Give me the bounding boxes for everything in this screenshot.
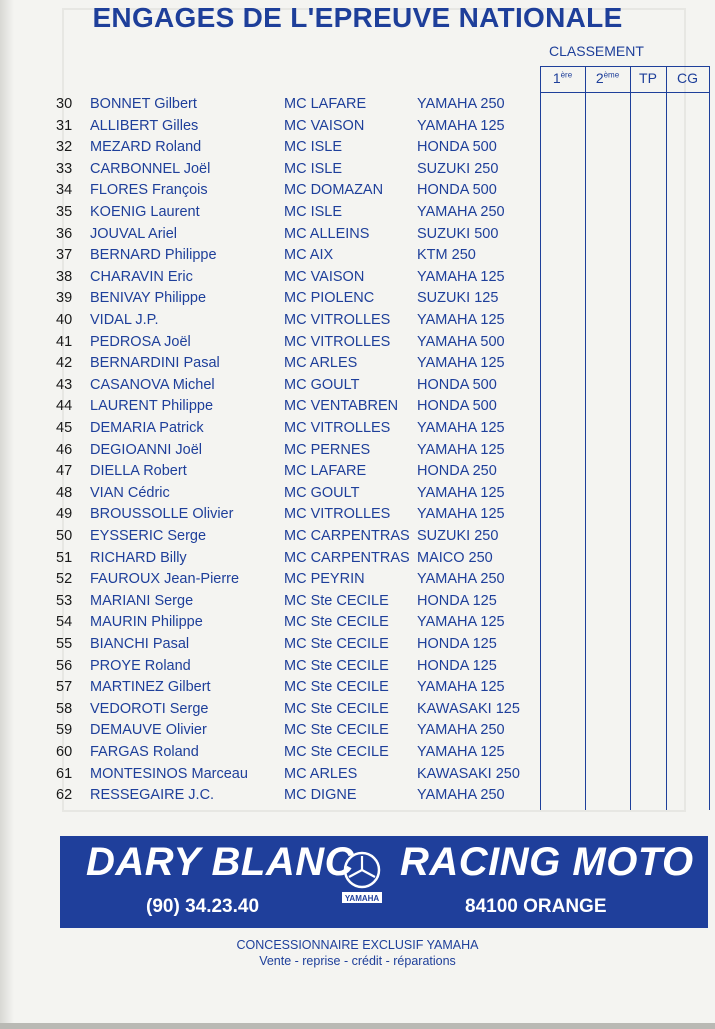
entrant-club: MC AIX (284, 247, 334, 264)
entrant-row (0, 377, 540, 398)
entrant-num: 43 (56, 376, 73, 393)
entrant-club: MC LAFARE (284, 463, 367, 480)
entrant-moto: YAMAHA 125 (417, 268, 505, 285)
entrant-club: MC Ste CECILE (284, 636, 389, 652)
dealer-city: 84100 ORANGE (465, 896, 607, 917)
entrant-moto: HONDA 500 (417, 182, 497, 199)
entrant-row (0, 463, 540, 484)
entrant-club: MC VAISON (284, 268, 365, 285)
grid-line (585, 66, 586, 810)
entrant-row (0, 658, 540, 679)
entrant-name: MARTINEZ Gilbert (90, 679, 211, 696)
header-second-label: 2 (595, 70, 604, 86)
entrant-name: MAURIN Philippe (90, 614, 203, 631)
entrant-row (0, 766, 540, 787)
entrant-moto: YAMAHA 125 (417, 614, 505, 631)
entrant-row (0, 420, 540, 441)
entrant-name: RICHARD Billy (90, 549, 187, 566)
entrant-club: MC VENTABREN (284, 398, 399, 415)
entrant-num: 35 (56, 204, 73, 220)
entrant-moto: HONDA 500 (417, 376, 497, 393)
entrant-moto: YAMAHA 250 (417, 722, 505, 739)
entrant-club: MC PEYRIN (284, 571, 365, 588)
dealer-banner (60, 836, 708, 928)
entrant-moto: YAMAHA 125 (417, 312, 505, 328)
entrant-name: DIELLA Robert (90, 463, 187, 480)
entrant-num: 49 (56, 506, 73, 523)
entrant-row (0, 787, 540, 808)
entrant-name: VIDAL J.P. (90, 312, 159, 328)
entrant-num: 58 (56, 700, 73, 717)
entrant-name: BERNARDINI Pasal (90, 355, 220, 372)
page-title: ENGAGES DE L'EPREUVE NATIONALE (92, 2, 623, 33)
entrant-moto: SUZUKI 250 (417, 528, 499, 544)
entrant-num: 36 (56, 225, 73, 242)
entrant-club: MC ISLE (284, 204, 343, 220)
entrant-moto: YAMAHA 500 (417, 333, 505, 350)
entrant-moto: HONDA 125 (417, 657, 497, 674)
entrant-row (0, 701, 540, 722)
entrant-club: MC GOULT (284, 484, 360, 501)
entrant-row (0, 722, 540, 743)
entrant-row (0, 614, 540, 635)
entrant-club: MC ISLE (284, 139, 343, 156)
entrant-name: BROUSSOLLE Olivier (90, 506, 234, 523)
entrant-num: 59 (56, 722, 73, 739)
entrant-num: 45 (56, 420, 73, 436)
entrant-row (0, 571, 540, 592)
entrant-num: 37 (56, 247, 73, 264)
entrant-club: MC Ste CECILE (284, 679, 389, 696)
classement-label: CLASSEMENT (549, 43, 644, 59)
entrant-name: FARGAS Roland (90, 744, 199, 760)
entrant-num: 56 (56, 657, 73, 674)
entrant-row (0, 312, 540, 333)
entrant-moto: KTM 250 (417, 247, 476, 264)
entrant-moto: YAMAHA 125 (417, 506, 505, 523)
yamaha-logo-icon (340, 850, 384, 906)
entrant-row (0, 334, 540, 355)
entrant-name: LAURENT Philippe (90, 398, 214, 415)
entrant-row (0, 226, 540, 247)
entrant-num: 48 (56, 484, 73, 501)
entrant-club: MC DOMAZAN (284, 182, 384, 199)
entrant-moto: YAMAHA 250 (417, 96, 505, 112)
entrant-club: MC Ste CECILE (284, 657, 389, 674)
entrant-name: JOUVAL Ariel (90, 225, 178, 242)
entrant-club: MC PERNES (284, 441, 371, 458)
entrant-moto: YAMAHA 125 (417, 117, 505, 134)
entrant-row (0, 290, 540, 311)
entrant-club: MC ARLES (284, 765, 358, 782)
entrant-moto: YAMAHA 125 (417, 355, 505, 372)
entrant-row (0, 182, 540, 203)
entrant-name: BIANCHI Pasal (90, 636, 190, 652)
entrant-club: MC Ste CECILE (284, 722, 389, 739)
entrant-num: 39 (56, 290, 73, 307)
entrant-name: PROYE Roland (90, 657, 191, 674)
entrant-moto: YAMAHA 125 (417, 679, 505, 696)
entrant-club: MC Ste CECILE (284, 744, 389, 760)
grid-line (709, 66, 710, 810)
entrant-num: 34 (56, 182, 73, 199)
header-second-sup: ème (603, 70, 620, 80)
entrant-row (0, 96, 540, 117)
entrant-moto: YAMAHA 250 (417, 204, 505, 220)
header-second (585, 70, 630, 86)
entrant-num: 62 (56, 787, 73, 804)
entrant-moto: YAMAHA 250 (417, 571, 505, 588)
header-first-label: 1 (552, 70, 561, 86)
entrant-moto: YAMAHA 125 (417, 744, 505, 760)
entrant-num: 51 (56, 549, 73, 566)
grid-line (540, 66, 541, 810)
entrant-row (0, 139, 540, 160)
entrant-name: VIAN Cédric (90, 484, 170, 501)
entrant-moto: SUZUKI 500 (417, 225, 499, 242)
entrant-name: MARIANI Serge (90, 592, 194, 609)
entrant-num: 53 (56, 592, 73, 609)
entrant-club: MC Ste CECILE (284, 592, 389, 609)
entrant-club: MC VITROLLES (284, 333, 391, 350)
entrant-name: VEDOROTI Serge (90, 700, 209, 717)
header-tp: TP (639, 70, 657, 86)
entrant-club: MC CARPENTRAS (284, 528, 410, 544)
entrant-num: 32 (56, 139, 73, 156)
entrant-club: MC VAISON (284, 117, 365, 134)
entrant-num: 33 (56, 160, 73, 177)
entrant-moto: YAMAHA 125 (417, 441, 505, 458)
entrant-num: 31 (56, 117, 73, 134)
header-cg: CG (677, 70, 698, 86)
entrant-row (0, 550, 540, 571)
entrant-num: 40 (56, 312, 73, 328)
entrant-num: 61 (56, 765, 73, 782)
entrant-club: MC Ste CECILE (284, 700, 389, 717)
entrant-name: CHARAVIN Eric (90, 268, 193, 285)
entrant-num: 42 (56, 355, 73, 372)
entrant-moto: SUZUKI 250 (417, 160, 499, 177)
entrant-name: KOENIG Laurent (90, 204, 200, 220)
entrant-num: 44 (56, 398, 73, 415)
logo-label: YAMAHA (344, 894, 380, 903)
entrant-name: BONNET Gilbert (90, 96, 197, 112)
entrant-num: 60 (56, 744, 73, 760)
entrant-moto: HONDA 500 (417, 398, 497, 415)
entrant-row (0, 204, 540, 225)
entrant-num: 54 (56, 614, 73, 631)
entrant-name: MEZARD Roland (90, 139, 202, 156)
entrant-name: CARBONNEL Joël (90, 160, 211, 177)
entrant-club: MC Ste CECILE (284, 614, 389, 631)
page-bottom-edge (0, 1023, 715, 1029)
entrant-num: 57 (56, 679, 73, 696)
entrant-row (0, 744, 540, 765)
grid-line (666, 66, 667, 810)
entrant-club: MC VITROLLES (284, 420, 391, 436)
entrant-row (0, 118, 540, 139)
entrant-moto: YAMAHA 125 (417, 484, 505, 501)
entrant-name: MONTESINOS Marceau (90, 765, 248, 782)
header-first (540, 70, 585, 86)
entrant-num: 41 (56, 333, 73, 350)
entrant-name: EYSSERIC Serge (90, 528, 207, 544)
entrant-name: BENIVAY Philippe (90, 290, 207, 307)
entrant-moto: KAWASAKI 125 (417, 700, 520, 717)
entrant-row (0, 636, 540, 657)
dealer-subtitle: RACING MOTO (400, 840, 694, 884)
header-first-sup: ère (560, 70, 573, 80)
dealer-phone: (90) 34.23.40 (146, 896, 260, 917)
entrant-name: FAUROUX Jean-Pierre (90, 571, 240, 588)
entrant-club: MC ALLEINS (284, 225, 370, 242)
entrant-row (0, 593, 540, 614)
entrant-club: MC DIGNE (284, 787, 357, 804)
classement-grid (540, 66, 710, 810)
grid-line (540, 66, 710, 67)
entrant-moto: KAWASAKI 250 (417, 765, 520, 782)
entrant-name: FLORES François (90, 182, 208, 199)
entrant-row (0, 485, 540, 506)
entrant-club: MC VITROLLES (284, 312, 391, 328)
entrant-num: 38 (56, 268, 73, 285)
grid-line (540, 92, 710, 93)
entrant-num: 30 (56, 96, 73, 112)
entrant-num: 52 (56, 571, 73, 588)
entrant-moto: HONDA 500 (417, 139, 497, 156)
entrant-num: 46 (56, 441, 73, 458)
entrant-row (0, 355, 540, 376)
entrant-row (0, 442, 540, 463)
entrant-name: CASANOVA Michel (90, 376, 215, 393)
entrant-club: MC GOULT (284, 376, 360, 393)
entrant-moto: HONDA 125 (417, 592, 497, 609)
entrant-num: 50 (56, 528, 73, 544)
entrant-name: PEDROSA Joël (90, 333, 191, 350)
entrant-name: DEMAUVE Olivier (90, 722, 207, 739)
entrant-moto: HONDA 125 (417, 636, 497, 652)
entrant-moto: YAMAHA 125 (417, 420, 505, 436)
entrant-club: MC LAFARE (284, 96, 367, 112)
entrant-name: BERNARD Philippe (90, 247, 217, 264)
dealer-name: DARY BLANC (86, 840, 354, 884)
entrant-row (0, 506, 540, 527)
entrant-row (0, 528, 540, 549)
entrant-club: MC ISLE (284, 160, 343, 177)
entrant-row (0, 679, 540, 700)
entrant-name: ALLIBERT Gilles (90, 117, 199, 134)
entrant-moto: YAMAHA 250 (417, 787, 505, 804)
entrant-moto: MAICO 250 (417, 549, 493, 566)
entrant-row (0, 161, 540, 182)
entrant-num: 55 (56, 636, 73, 652)
entrant-club: MC VITROLLES (284, 506, 391, 523)
entrant-name: DEMARIA Patrick (90, 420, 204, 436)
entrant-row (0, 247, 540, 268)
grid-line (630, 66, 631, 810)
entrant-row (0, 398, 540, 419)
entrant-row (0, 269, 540, 290)
entrant-moto: SUZUKI 125 (417, 290, 499, 307)
entrant-name: DEGIOANNI Joël (90, 441, 202, 458)
entrant-num: 47 (56, 463, 73, 480)
entrant-club: MC PIOLENC (284, 290, 375, 307)
concession-text: CONCESSIONNAIRE EXCLUSIF YAMAHA (236, 938, 479, 952)
services-text: Vente - reprise - crédit - réparations (259, 954, 456, 968)
entrant-moto: HONDA 250 (417, 463, 497, 480)
entrant-name: RESSEGAIRE J.C. (90, 787, 215, 804)
entrant-club: MC CARPENTRAS (284, 549, 410, 566)
entrant-club: MC ARLES (284, 355, 358, 372)
